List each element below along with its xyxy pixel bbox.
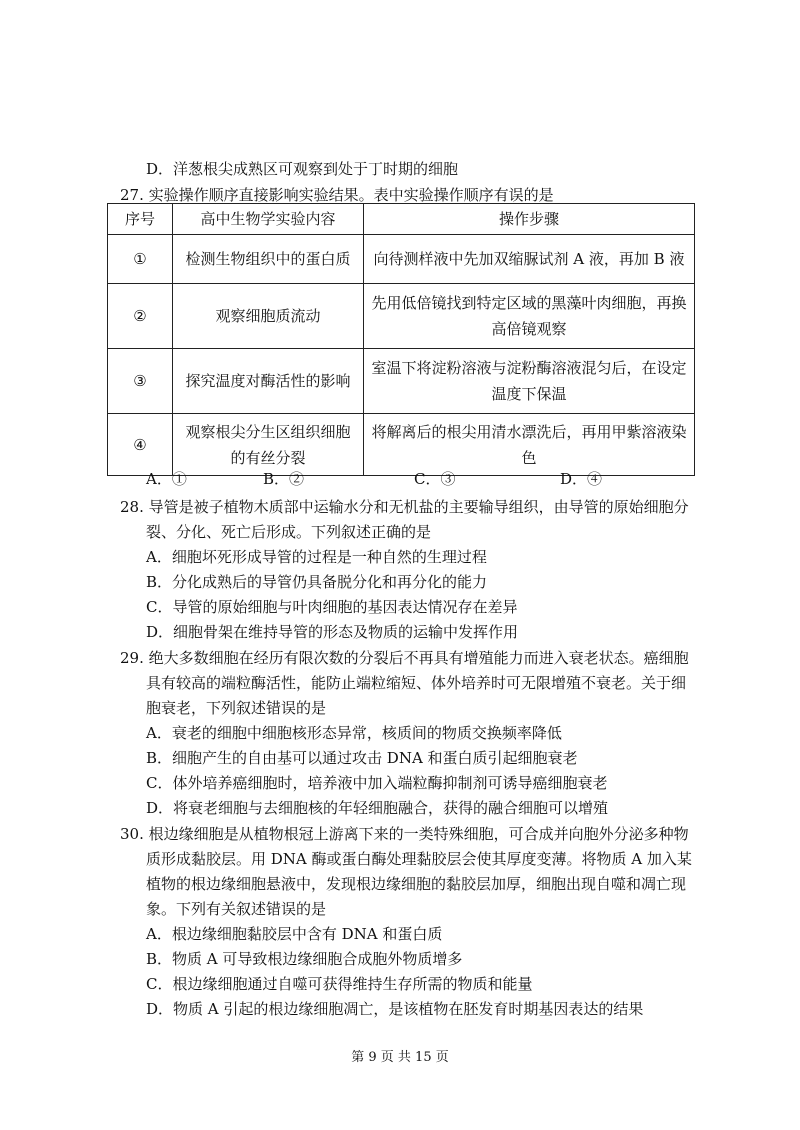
table-row: [108, 349, 695, 414]
q30-option-b: B．物质 A 可导致根边缘细胞合成胞外物质增多: [146, 950, 463, 968]
q27-choices: [146, 470, 706, 490]
q29-stem-line: 29. 绝大多数细胞在经历有限次数的分裂后不再具有增殖能力而进入衰老状态。癌细胞: [120, 649, 689, 667]
q29-option-d: D．将衰老细胞与去细胞核的年轻细胞融合，获得的融合细胞可以增殖: [146, 799, 609, 817]
row-content: [173, 349, 364, 414]
row-steps-line: 将解离后的根尖用清水漂洗后，再用甲紫溶液染: [371, 422, 687, 441]
q29-stem-line: 具有较高的端粒酶活性，能防止端粒缩短、体外培养时可无限增殖不衰老。关于细: [146, 674, 687, 692]
row-number: ④: [108, 414, 173, 476]
q30-stem-line: 质形成黏胶层。用 DNA 酶或蛋白酶处理黏胶层会使其厚度变薄。将物质 A 加入某: [146, 850, 692, 868]
row-steps-line: 温度下保温: [491, 385, 567, 404]
q27-table: [107, 203, 695, 476]
table-row: [108, 235, 695, 284]
q28-option-c: C．导管的原始细胞与叶肉细胞的基因表达情况存在差异: [146, 598, 518, 616]
row-number: ②: [108, 284, 173, 349]
q30-stem-line: 象。下列有关叙述错误的是: [146, 900, 327, 918]
row-content-line: 的有丝分裂: [230, 448, 306, 467]
row-steps: [364, 349, 695, 414]
row-number: ③: [108, 349, 173, 414]
q29-stem-line: 胞衰老，下列叙述错误的是: [146, 699, 327, 717]
q28-stem-line: 28. 导管是被子植物木质部中运输水分和无机盐的主要输导组织，由导管的原始细胞分: [120, 498, 689, 516]
q30-stem-line: 植物的根边缘细胞悬液中，发现根边缘细胞的黏胶层加厚，细胞出现自噬和凋亡现: [146, 875, 687, 893]
row-content-line: 检测生物组织中的蛋白质: [185, 250, 351, 269]
q30-option-a: A．根边缘细胞黏胶层中含有 DNA 和蛋白质: [146, 925, 443, 943]
row-steps-line: 室温下将淀粉溶液与淀粉酶溶液混匀后，在设定: [371, 359, 687, 377]
row-number: ①: [108, 235, 173, 284]
q28-option-b: B．分化成熟后的导管仍具备脱分化和再分化的能力: [146, 573, 488, 591]
row-steps: [364, 414, 695, 476]
row-steps-line: 向待测样液中先加双缩脲试剂 A 液，再加 B 液: [373, 250, 685, 269]
row-content: [173, 414, 364, 476]
q27-stem: 27. 实验操作顺序直接影响实验结果。表中实验操作顺序有误的是: [120, 186, 554, 204]
row-content-line: 观察根尖分生区组织细胞: [185, 422, 351, 441]
row-steps: [364, 235, 695, 284]
q27-choice-c: C．③: [414, 470, 456, 488]
q28-option-a: A．细胞坏死形成导管的过程是一种自然的生理过程: [146, 548, 487, 566]
row-content: [173, 284, 364, 349]
row-steps-line: 色: [521, 448, 537, 467]
row-steps: [364, 284, 695, 349]
page-number: 第 9 页 共 15 页: [351, 1050, 449, 1065]
q30-option-d: D．物质 A 引起的根边缘细胞凋亡，是该植物在胚发育时期基因表达的结果: [146, 1000, 644, 1018]
row-content-line: 观察细胞质流动: [215, 307, 321, 326]
row-content-line: 探究温度对酶活性的影响: [185, 372, 351, 391]
q26-option-d: D．洋葱根尖成熟区可观察到处于丁时期的细胞: [146, 160, 459, 178]
table-row: [108, 284, 695, 349]
table-row: [108, 414, 695, 476]
q29-option-b: B．细胞产生的自由基可以通过攻击 DNA 和蛋白质引起细胞衰老: [146, 749, 578, 767]
row-steps-line: 高倍镜观察: [491, 320, 567, 339]
q30-stem-line: 30. 根边缘细胞是从植物根冠上游离下来的一类特殊细胞，可合成并向胞外分泌多种物: [120, 825, 689, 843]
q30-option-c: C．根边缘细胞通过自噬可获得维持生存所需的物质和能量: [146, 975, 533, 993]
header-steps: 操作步骤: [364, 204, 695, 235]
row-content: [173, 235, 364, 284]
table-header-row: [108, 204, 695, 235]
q27-choice-a: A．①: [146, 470, 187, 488]
header-content: 高中生物学实验内容: [173, 204, 364, 235]
row-steps-line: 先用低倍镜找到特定区域的黑藻叶肉细胞，再换: [371, 294, 687, 312]
header-number: 序号: [108, 204, 173, 235]
q29-option-c: C．体外培养癌细胞时，培养液中加入端粒酶抑制剂可诱导癌细胞衰老: [146, 774, 608, 792]
q27-choice-d: D．④: [560, 470, 603, 488]
q28-stem-line: 裂、分化、死亡后形成。下列叙述正确的是: [146, 523, 432, 541]
q28-option-d: D．细胞骨架在维持导管的形态及物质的运输中发挥作用: [146, 623, 519, 641]
q29-option-a: A．衰老的细胞中细胞核形态异常，核质间的物质交换频率降低: [146, 724, 562, 742]
q27-choice-b: B．②: [263, 470, 305, 488]
